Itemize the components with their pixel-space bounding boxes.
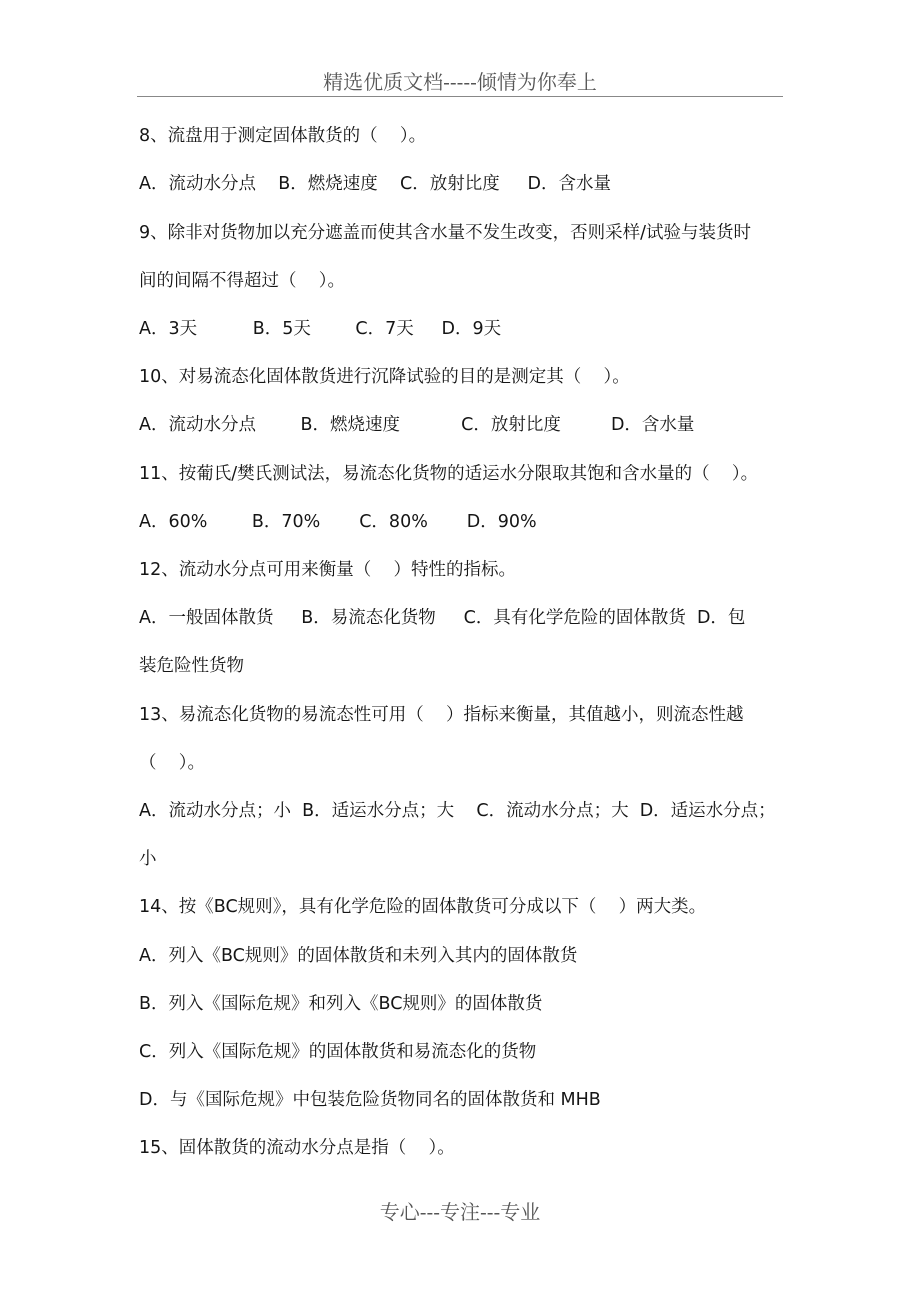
question-9: 9、除非对货物加以充分遮盖而使其含水量不发生改变，否则采样/试验与装货时	[139, 223, 752, 243]
header-divider	[137, 96, 783, 97]
question-12-options-continued: 装危险性货物	[139, 656, 244, 676]
question-13-options-continued: 小	[139, 849, 157, 869]
question-15: 15、固体散货的流动水分点是指（ ）。	[139, 1138, 455, 1158]
question-13-continued: （ ）。	[139, 753, 206, 773]
question-12: 12、流动水分点可用来衡量（ ）特性的指标。	[139, 560, 517, 580]
question-14-option-c: C．列入《国际危规》的固体散货和易流态化的货物	[139, 1042, 537, 1062]
question-14-option-a: A．列入《BC规则》的固体散货和未列入其内的固体散货	[139, 946, 578, 966]
question-13: 13、易流态化货物的易流态性可用（ ）指标来衡量，其值越小，则流态性越	[139, 705, 744, 725]
question-8: 8、流盘用于测定固体散货的（ ）。	[139, 126, 427, 146]
question-11-options: A．60% B．70% C．80% D．90%	[139, 512, 537, 532]
page-header: 精选优质文档-----倾情为你奉上	[323, 70, 597, 94]
question-8-options: A．流动水分点 B．燃烧速度 C．放射比度 D．含水量	[139, 174, 611, 194]
question-14-option-d: D．与《国际危规》中包装危险货物同名的固体散货和 MHB	[139, 1090, 601, 1110]
question-10-options: A．流动水分点 B．燃烧速度 C．放射比度 D．含水量	[139, 415, 695, 435]
question-10: 10、对易流态化固体散货进行沉降试验的目的是测定其（ ）。	[139, 367, 630, 387]
question-12-options: A．一般固体散货 B．易流态化货物 C．具有化学危险的固体散货 D．包	[139, 608, 746, 628]
question-14-option-b: B．列入《国际危规》和列入《BC规则》的固体散货	[139, 994, 543, 1014]
question-14: 14、按《BC规则》，具有化学危险的固体散货可分成以下（ ）两大类。	[139, 897, 707, 917]
question-13-options: A．流动水分点；小 B．适运水分点；大 C．流动水分点；大 D．适运水分点；	[139, 801, 776, 821]
question-11: 11、按葡氏/樊氏测试法，易流态化货物的适运水分限取其饱和含水量的（ ）。	[139, 464, 759, 484]
page-footer: 专心---专注---专业	[379, 1200, 541, 1224]
question-9-options: A．3天 B．5天 C．7天 D．9天	[139, 319, 502, 339]
question-9-continued: 间的间隔不得超过（ ）。	[139, 271, 346, 291]
